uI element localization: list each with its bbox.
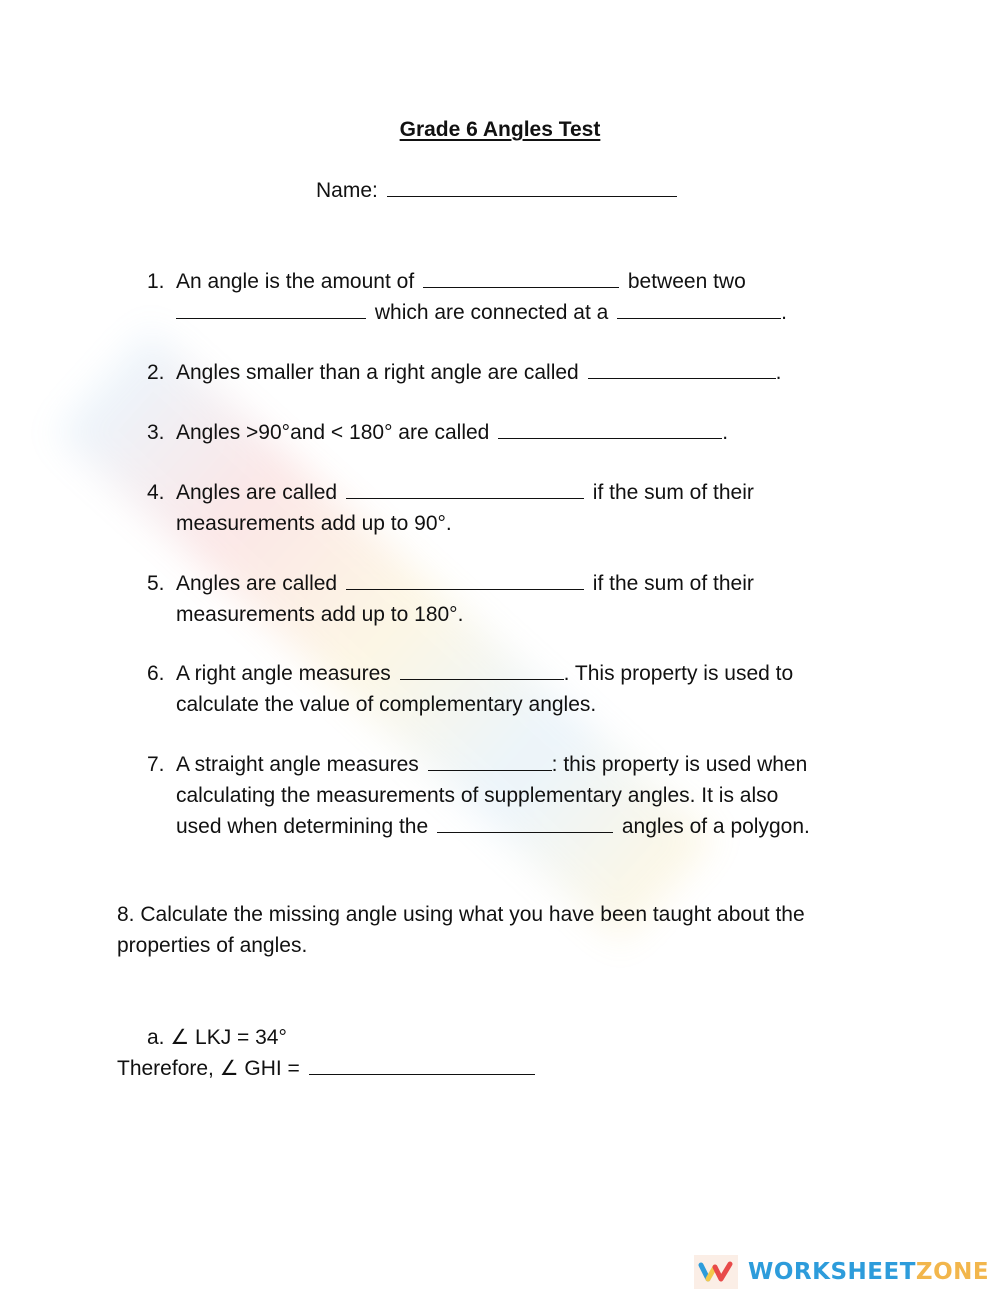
- question-text: Angles smaller than a right angle are called: [176, 361, 579, 384]
- question-text: if the sum of their: [592, 572, 754, 595]
- answer-blank[interactable]: [400, 661, 564, 680]
- question-text: .: [722, 421, 729, 444]
- question-text: 8. Calculate the missing angle using what you have been taught about the: [117, 903, 805, 926]
- question-text: .: [781, 301, 788, 324]
- question-text: measurements add up to 90°.: [176, 512, 452, 535]
- question-text: A right angle measures: [176, 662, 391, 685]
- question-text: Angles are called: [176, 572, 338, 595]
- answer-blank[interactable]: [588, 360, 776, 379]
- answer-blank[interactable]: [176, 300, 366, 319]
- question-8a-answer-row: [117, 1053, 538, 1084]
- question-text: properties of angles.: [117, 934, 308, 957]
- question-text: between two: [627, 270, 746, 293]
- question-text: measurements add up to 180°.: [176, 603, 464, 626]
- question-number: 4.: [147, 481, 165, 504]
- question-number: 7.: [147, 753, 165, 776]
- question-2: [147, 357, 867, 388]
- question-number: 1.: [147, 270, 165, 293]
- question-text: calculate the value of complementary angles.: [176, 693, 597, 716]
- brand-name-part1: WORKSHEET: [748, 1259, 916, 1285]
- name-field-row: [316, 178, 680, 203]
- question-1: [147, 266, 867, 328]
- question-text: which are connected at a: [374, 301, 609, 324]
- question-5: [147, 568, 867, 630]
- question-text: An angle is the amount of: [176, 270, 415, 293]
- w-logo-icon: [694, 1255, 738, 1289]
- answer-blank[interactable]: [428, 752, 552, 771]
- question-number: 5.: [147, 572, 165, 595]
- page-title: Grade 6 Angles Test: [399, 118, 601, 141]
- question-number: 6.: [147, 662, 165, 685]
- question-4: [147, 477, 867, 539]
- worksheetzone-logo: [694, 1255, 989, 1289]
- question-7: [147, 749, 887, 842]
- question-text: Angles >90°and < 180° are called: [176, 421, 490, 444]
- brand-name: [748, 1259, 989, 1285]
- question-number: 3.: [147, 421, 165, 444]
- answer-blank[interactable]: [423, 269, 619, 288]
- question-text: Angles are called: [176, 481, 338, 504]
- question-8: [117, 899, 877, 961]
- question-text: A straight angle measures: [176, 753, 419, 776]
- question-text: angles of a polygon.: [621, 815, 810, 838]
- question-text: . This property is used to: [563, 662, 794, 685]
- brand-name-part2: ZONE: [915, 1259, 990, 1285]
- question-text: .: [775, 361, 782, 384]
- answer-blank[interactable]: [498, 420, 722, 439]
- answer-blank[interactable]: [346, 571, 584, 590]
- name-label: Name:: [316, 179, 378, 202]
- answer-blank[interactable]: [437, 814, 613, 833]
- question-text: used when determining the: [176, 815, 429, 838]
- question-text: calculating the measurements of supplementary angles. It is also: [176, 784, 779, 807]
- question-text: : this property is used when: [551, 753, 808, 776]
- answer-blank[interactable]: [346, 480, 584, 499]
- question-8a-given: a. ∠ LKJ = 34°: [147, 1026, 287, 1049]
- answer-blank[interactable]: [309, 1056, 535, 1075]
- question-text: Therefore, ∠ GHI =: [117, 1057, 300, 1080]
- question-text: if the sum of their: [592, 481, 754, 504]
- question-6: [147, 658, 867, 720]
- answer-blank[interactable]: [617, 300, 781, 319]
- question-number: 2.: [147, 361, 165, 384]
- name-blank[interactable]: [387, 178, 677, 197]
- question-3: [147, 417, 867, 448]
